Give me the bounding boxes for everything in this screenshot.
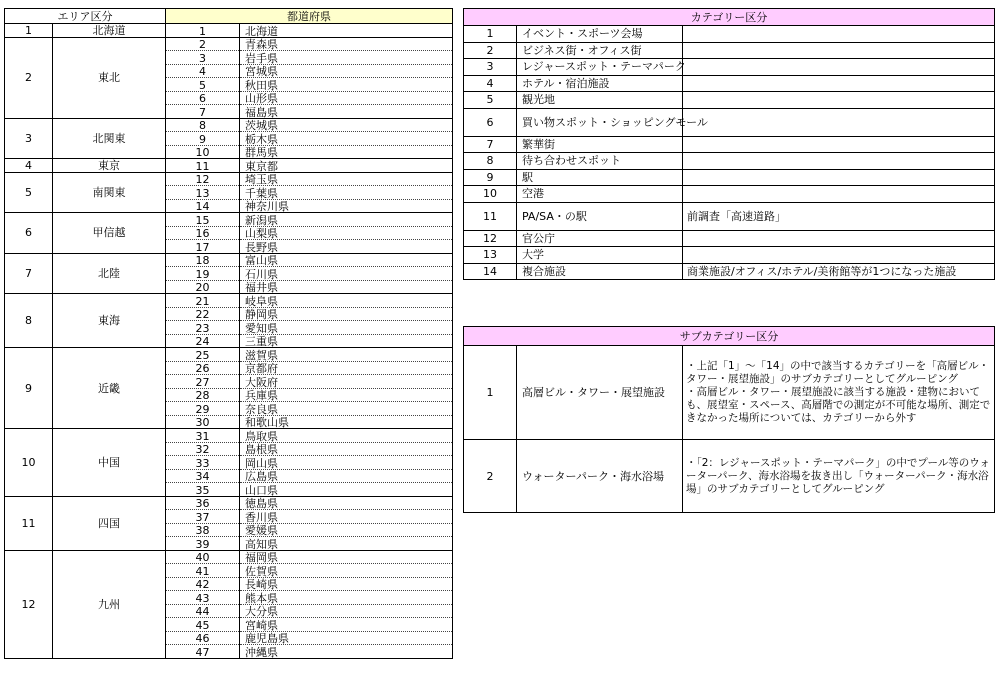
prefecture-name: 徳島県 (240, 496, 453, 510)
prefecture-number: 21 (166, 294, 240, 308)
prefecture-number: 8 (166, 118, 240, 132)
prefecture-number: 16 (166, 226, 240, 240)
category-note (683, 26, 995, 43)
prefecture-name: 東京都 (240, 159, 453, 173)
prefecture-name: 三重県 (240, 334, 453, 348)
prefecture-number: 18 (166, 253, 240, 267)
subcategory-table (463, 326, 995, 513)
prefecture-name: 島根県 (240, 442, 453, 456)
prefecture-number: 20 (166, 280, 240, 294)
prefecture-name: 鹿児島県 (240, 631, 453, 645)
category-number: 10 (464, 186, 517, 203)
prefecture-name: 栃木県 (240, 132, 453, 146)
area-name: 南関東 (53, 172, 166, 213)
prefecture-number: 1 (166, 24, 240, 38)
category-note (683, 169, 995, 186)
area-name: 九州 (53, 550, 166, 658)
prefecture-row (5, 294, 453, 308)
category-name: 駅 (517, 169, 683, 186)
prefecture-name: 山形県 (240, 91, 453, 105)
prefecture-name: 山梨県 (240, 226, 453, 240)
prefecture-number: 33 (166, 456, 240, 470)
area-number: 4 (5, 159, 53, 173)
prefecture-name: 奈良県 (240, 402, 453, 416)
prefecture-number: 32 (166, 442, 240, 456)
prefecture-name: 滋賀県 (240, 348, 453, 362)
category-row (464, 136, 995, 153)
prefecture-name: 愛媛県 (240, 523, 453, 537)
prefecture-name: 大分県 (240, 604, 453, 618)
category-number: 9 (464, 169, 517, 186)
prefecture-name: 埼玉県 (240, 172, 453, 186)
prefecture-name: 福井県 (240, 280, 453, 294)
category-note: 商業施設/オフィス/ホテル/美術館等が1つになった施設 (683, 263, 995, 280)
category-row (464, 59, 995, 76)
subcategory-header: サブカテゴリー区分 (464, 327, 995, 346)
prefecture-number: 22 (166, 307, 240, 321)
prefecture-name: 長崎県 (240, 577, 453, 591)
subcategory-name: 高層ビル・タワー・展望施設 (517, 346, 683, 440)
prefecture-header: 都道府県 (166, 9, 453, 24)
prefecture-number: 14 (166, 199, 240, 213)
area-name: 四国 (53, 496, 166, 550)
category-number: 3 (464, 59, 517, 76)
prefecture-number: 12 (166, 172, 240, 186)
category-note (683, 75, 995, 92)
category-row (464, 247, 995, 264)
prefecture-number: 27 (166, 375, 240, 389)
prefecture-number: 4 (166, 64, 240, 78)
prefecture-name: 千葉県 (240, 186, 453, 200)
area-number: 5 (5, 172, 53, 213)
prefecture-name: 和歌山県 (240, 415, 453, 429)
category-number: 2 (464, 42, 517, 59)
prefecture-name: 秋田県 (240, 78, 453, 92)
area-name: 東京 (53, 159, 166, 173)
prefecture-number: 39 (166, 537, 240, 551)
category-row (464, 186, 995, 203)
area-number: 6 (5, 213, 53, 254)
prefecture-name: 岩手県 (240, 51, 453, 65)
subcategory-number: 1 (464, 346, 517, 440)
prefecture-row (5, 118, 453, 132)
prefecture-number: 34 (166, 469, 240, 483)
category-number: 5 (464, 92, 517, 109)
prefecture-number: 43 (166, 591, 240, 605)
prefecture-row (5, 159, 453, 173)
prefecture-number: 7 (166, 105, 240, 119)
prefecture-number: 35 (166, 483, 240, 497)
prefecture-name: 岐阜県 (240, 294, 453, 308)
category-row (464, 169, 995, 186)
prefecture-name: 鳥取県 (240, 429, 453, 443)
prefecture-number: 25 (166, 348, 240, 362)
prefecture-name: 福島県 (240, 105, 453, 119)
category-note (683, 92, 995, 109)
area-number: 8 (5, 294, 53, 348)
category-number: 14 (464, 263, 517, 280)
prefecture-number: 13 (166, 186, 240, 200)
prefecture-row (5, 429, 453, 443)
area-number: 1 (5, 24, 53, 38)
category-table (463, 8, 995, 280)
category-row (464, 26, 995, 43)
subcategory-description: ・「2：レジャースポット・テーマパーク」の中でプール等のウォーターパーク、海水浴場を抜き出し「ウォーターパーク・海水浴場」のサブカテゴリーとしてグルーピング (683, 440, 995, 513)
prefecture-name: 高知県 (240, 537, 453, 551)
category-row (464, 75, 995, 92)
prefecture-number: 46 (166, 631, 240, 645)
prefecture-name: 群馬県 (240, 145, 453, 159)
prefecture-name: 茨城県 (240, 118, 453, 132)
area-name: 北陸 (53, 253, 166, 294)
prefecture-name: 兵庫県 (240, 388, 453, 402)
category-row (464, 263, 995, 280)
prefecture-row (5, 37, 453, 51)
prefecture-number: 28 (166, 388, 240, 402)
prefecture-name: 福岡県 (240, 550, 453, 564)
prefecture-number: 19 (166, 267, 240, 281)
category-name: ビジネス街・オフィス街 (517, 42, 683, 59)
prefecture-number: 10 (166, 145, 240, 159)
category-number: 8 (464, 153, 517, 170)
prefecture-number: 3 (166, 51, 240, 65)
area-number: 11 (5, 496, 53, 550)
prefecture-number: 42 (166, 577, 240, 591)
category-note (683, 59, 995, 76)
prefecture-name: 大阪府 (240, 375, 453, 389)
area-prefecture-table (4, 8, 453, 659)
prefecture-row (5, 348, 453, 362)
prefecture-row (5, 496, 453, 510)
prefecture-number: 29 (166, 402, 240, 416)
category-row (464, 108, 995, 136)
category-note (683, 186, 995, 203)
category-number: 13 (464, 247, 517, 264)
category-number: 6 (464, 108, 517, 136)
prefecture-name: 沖縄県 (240, 645, 453, 659)
category-name: PA/SA・の駅 (517, 202, 683, 230)
area-number: 9 (5, 348, 53, 429)
prefecture-number: 23 (166, 321, 240, 335)
prefecture-number: 24 (166, 334, 240, 348)
subcategory-row (464, 346, 995, 440)
prefecture-name: 岡山県 (240, 456, 453, 470)
prefecture-number: 47 (166, 645, 240, 659)
category-name: 観光地 (517, 92, 683, 109)
prefecture-name: 京都府 (240, 361, 453, 375)
prefecture-name: 宮崎県 (240, 618, 453, 632)
prefecture-name: 宮城県 (240, 64, 453, 78)
prefecture-number: 40 (166, 550, 240, 564)
prefecture-name: 富山県 (240, 253, 453, 267)
area-header: エリア区分 (5, 9, 166, 24)
subcategory-row (464, 440, 995, 513)
category-name: レジャースポット・テーマパーク (517, 59, 683, 76)
prefecture-name: 神奈川県 (240, 199, 453, 213)
prefecture-name: 愛知県 (240, 321, 453, 335)
prefecture-name: 香川県 (240, 510, 453, 524)
area-number: 3 (5, 118, 53, 159)
prefecture-name: 静岡県 (240, 307, 453, 321)
category-note: 前調査「高速道路」 (683, 202, 995, 230)
category-number: 12 (464, 230, 517, 247)
area-number: 12 (5, 550, 53, 658)
prefecture-name: 佐賀県 (240, 564, 453, 578)
category-number: 11 (464, 202, 517, 230)
prefecture-number: 11 (166, 159, 240, 173)
prefecture-number: 45 (166, 618, 240, 632)
category-name: 大学 (517, 247, 683, 264)
category-row (464, 92, 995, 109)
area-name: 北関東 (53, 118, 166, 159)
category-name: 官公庁 (517, 230, 683, 247)
prefecture-name: 広島県 (240, 469, 453, 483)
category-name: イベント・スポーツ会場 (517, 26, 683, 43)
category-name: 繁華街 (517, 136, 683, 153)
category-note (683, 42, 995, 59)
category-number: 4 (464, 75, 517, 92)
category-row (464, 202, 995, 230)
prefecture-number: 2 (166, 37, 240, 51)
prefecture-name: 熊本県 (240, 591, 453, 605)
category-name: 空港 (517, 186, 683, 203)
prefecture-name: 新潟県 (240, 213, 453, 227)
prefecture-row (5, 213, 453, 227)
category-name: ホテル・宿泊施設 (517, 75, 683, 92)
area-name: 甲信越 (53, 213, 166, 254)
prefecture-number: 41 (166, 564, 240, 578)
prefecture-name: 北海道 (240, 24, 453, 38)
area-name: 東海 (53, 294, 166, 348)
category-note (683, 230, 995, 247)
category-header: カテゴリー区分 (464, 9, 995, 26)
prefecture-number: 37 (166, 510, 240, 524)
area-name: 北海道 (53, 24, 166, 38)
prefecture-number: 17 (166, 240, 240, 254)
area-number: 2 (5, 37, 53, 118)
prefecture-row (5, 550, 453, 564)
prefecture-number: 6 (166, 91, 240, 105)
category-name: 複合施設 (517, 263, 683, 280)
category-number: 7 (464, 136, 517, 153)
prefecture-row (5, 253, 453, 267)
prefecture-number: 31 (166, 429, 240, 443)
category-note (683, 108, 995, 136)
prefecture-number: 9 (166, 132, 240, 146)
prefecture-number: 30 (166, 415, 240, 429)
category-row (464, 230, 995, 247)
area-name: 近畿 (53, 348, 166, 429)
prefecture-name: 青森県 (240, 37, 453, 51)
area-number: 10 (5, 429, 53, 497)
area-name: 東北 (53, 37, 166, 118)
category-name: 買い物スポット・ショッピングモール (517, 108, 683, 136)
prefecture-name: 山口県 (240, 483, 453, 497)
area-number: 7 (5, 253, 53, 294)
prefecture-number: 15 (166, 213, 240, 227)
category-row (464, 42, 995, 59)
prefecture-name: 石川県 (240, 267, 453, 281)
prefecture-number: 36 (166, 496, 240, 510)
category-note (683, 136, 995, 153)
category-number: 1 (464, 26, 517, 43)
prefecture-number: 26 (166, 361, 240, 375)
category-note (683, 247, 995, 264)
subcategory-description: ・上記「1」～「14」の中で該当するカテゴリーを「高層ビル・タワー・展望施設」のサブカテゴリーとしてグルーピング ・高層ビル・タワー・展望施設に該当する施設・建物においても、展望室・スペース、高層階での測定が不可能な場所、測定できなかった場所については、カテゴリーから外す (683, 346, 995, 440)
prefecture-row (5, 172, 453, 186)
subcategory-number: 2 (464, 440, 517, 513)
category-note (683, 153, 995, 170)
prefecture-name: 長野県 (240, 240, 453, 254)
subcategory-name: ウォーターパーク・海水浴場 (517, 440, 683, 513)
prefecture-row (5, 24, 453, 38)
category-name: 待ち合わせスポット (517, 153, 683, 170)
prefecture-number: 5 (166, 78, 240, 92)
prefecture-number: 38 (166, 523, 240, 537)
area-name: 中国 (53, 429, 166, 497)
prefecture-number: 44 (166, 604, 240, 618)
category-row (464, 153, 995, 170)
